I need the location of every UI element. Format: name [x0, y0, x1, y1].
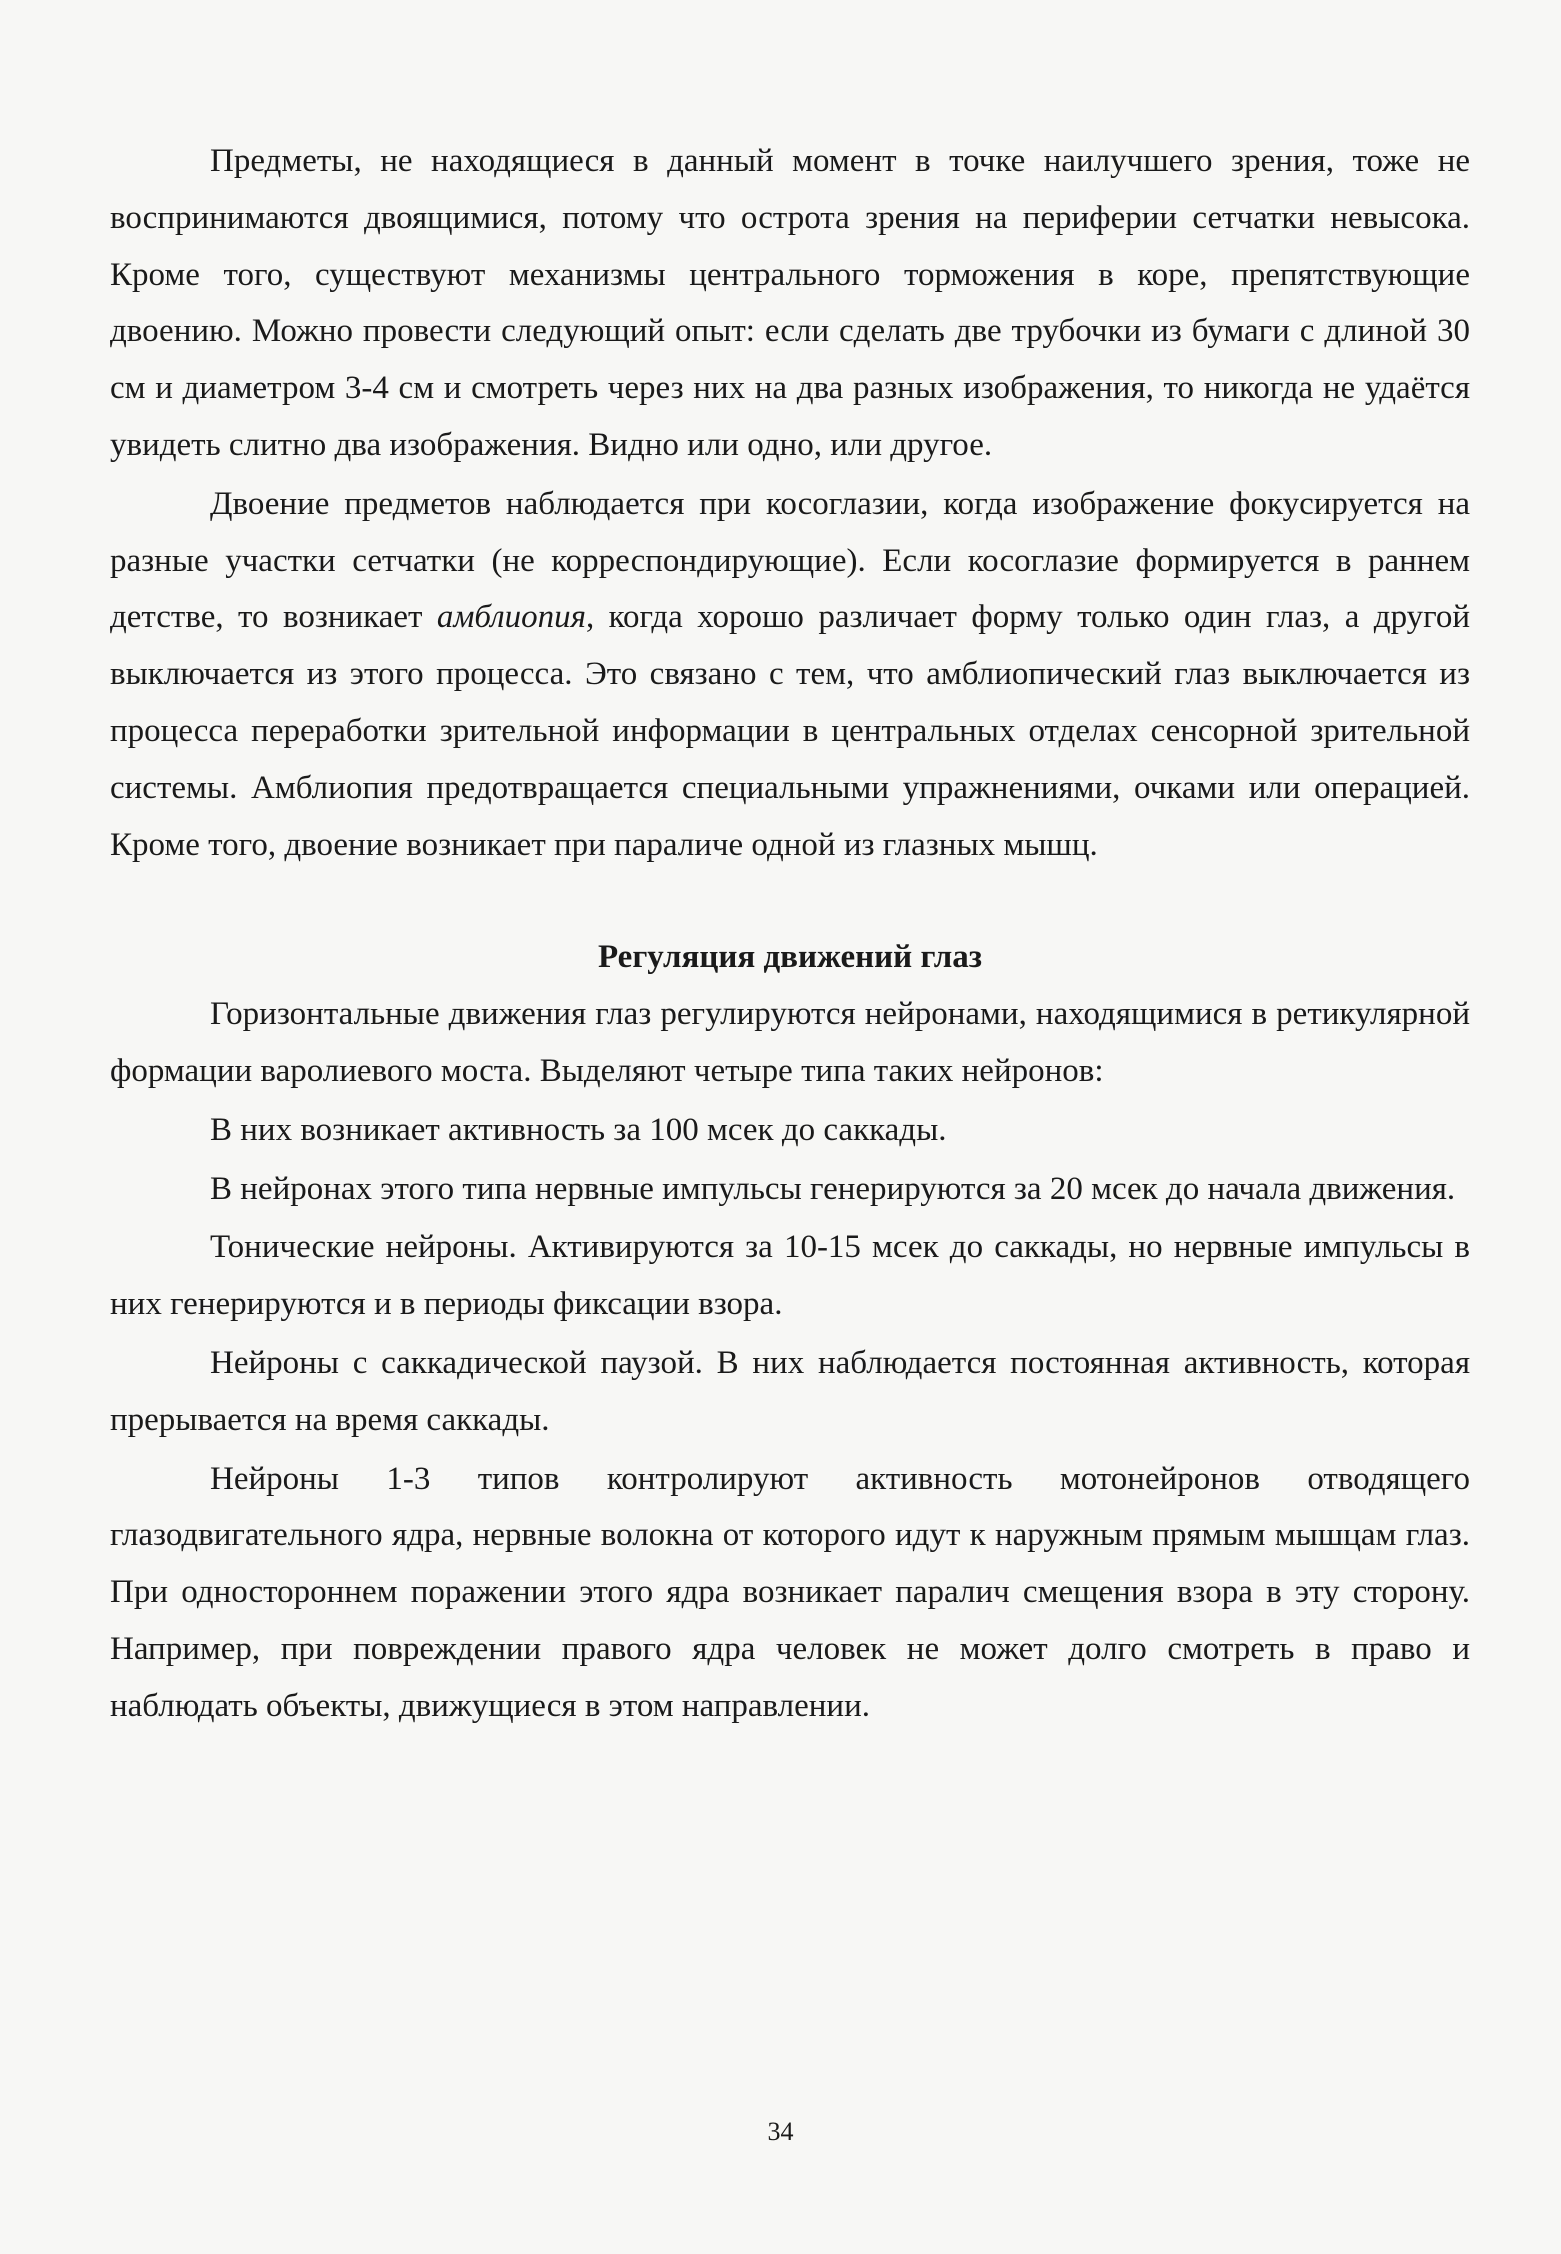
paragraph-diplopia: [110, 476, 1470, 874]
paragraph-undistorted-objects: Предметы, не находящиеся в данный момент в точке наилучшего зрения, тоже не воспринимаются двоящимися, потому что острота зрения на периферии сетчатки невысока. Кроме того, существуют механизмы центрального торможения в коре, препятствующие двоению. Можно провести следующий опыт: если сделать две трубочки из бумаги с длиной 30 см и диаметром 3-4 см и смотреть через них на два разных изображения, то никогда не удаётся увидеть слитно два изображения. Видно или одно, или другое.: [110, 143, 1470, 463]
paragraph-tonic-neurons: Тонические нейроны. Активируются за 10-15 мсек до саккады, но нервные импульсы в них генерируются и в периоды фиксации взора.: [110, 1229, 1470, 1323]
body-text: [110, 133, 1470, 1735]
page-number: 34: [767, 2117, 794, 2146]
paragraph-horizontal-movements: Горизонтальные движения глаз регулируются нейронами, находящимися в ретикулярной формации варолиевого моста. Выделяют четыре типа таких нейронов:: [110, 996, 1470, 1089]
paragraph-neuron-type-2: В нейронах этого типа нервные импульсы генерируются за 20 мсек до начала движения.: [210, 1170, 1456, 1207]
paragraph-neuron-control: Нейроны 1-3 типов контролируют активность мотонейронов отводящего глазодвигательного ядра, нервные волокна от которого идут к наружным прямым мышцам глаз. При одностороннем поражении этого ядра возникает паралич смещения взора в эту сторону. Например, при повреждении правого ядра человек не может долго смотреть в право и наблюдать объекты, движущиеся в этом направлении.: [110, 1460, 1470, 1724]
paragraph-neuron-type-1: В них возникает активность за 100 мсек до саккады.: [210, 1111, 947, 1148]
term-amblyopia: амблиопия: [436, 599, 586, 636]
paragraph-diplopia-text-start: Двоение предметов наблюдается при косоглазии, когда изображение фокусируется на разные участки сетчатки (не корреспондирующие). Если косоглазие формируется в раннем детстве, то возникает: [110, 485, 1470, 636]
section-heading: Регуляция движений глаз: [597, 939, 983, 976]
paragraph-diplopia-text-end: , когда хорошо различает форму только один глаз, а другой выключается из этого процесса. Это связано с тем, что амблиопический глаз выключается из процесса переработки зрительной информации в центральных отделах сенсорной зрительной системы. Амблиопия предотвращается специальными упражнениями, очками или операцией. Кроме того, двоение возникает при параличе одной из глазных мышц.: [110, 599, 1471, 863]
paragraph-saccadic-pause-neurons: Нейроны с саккадической паузой. В них наблюдается постоянная активность, которая прерывается на время саккады.: [110, 1344, 1470, 1438]
